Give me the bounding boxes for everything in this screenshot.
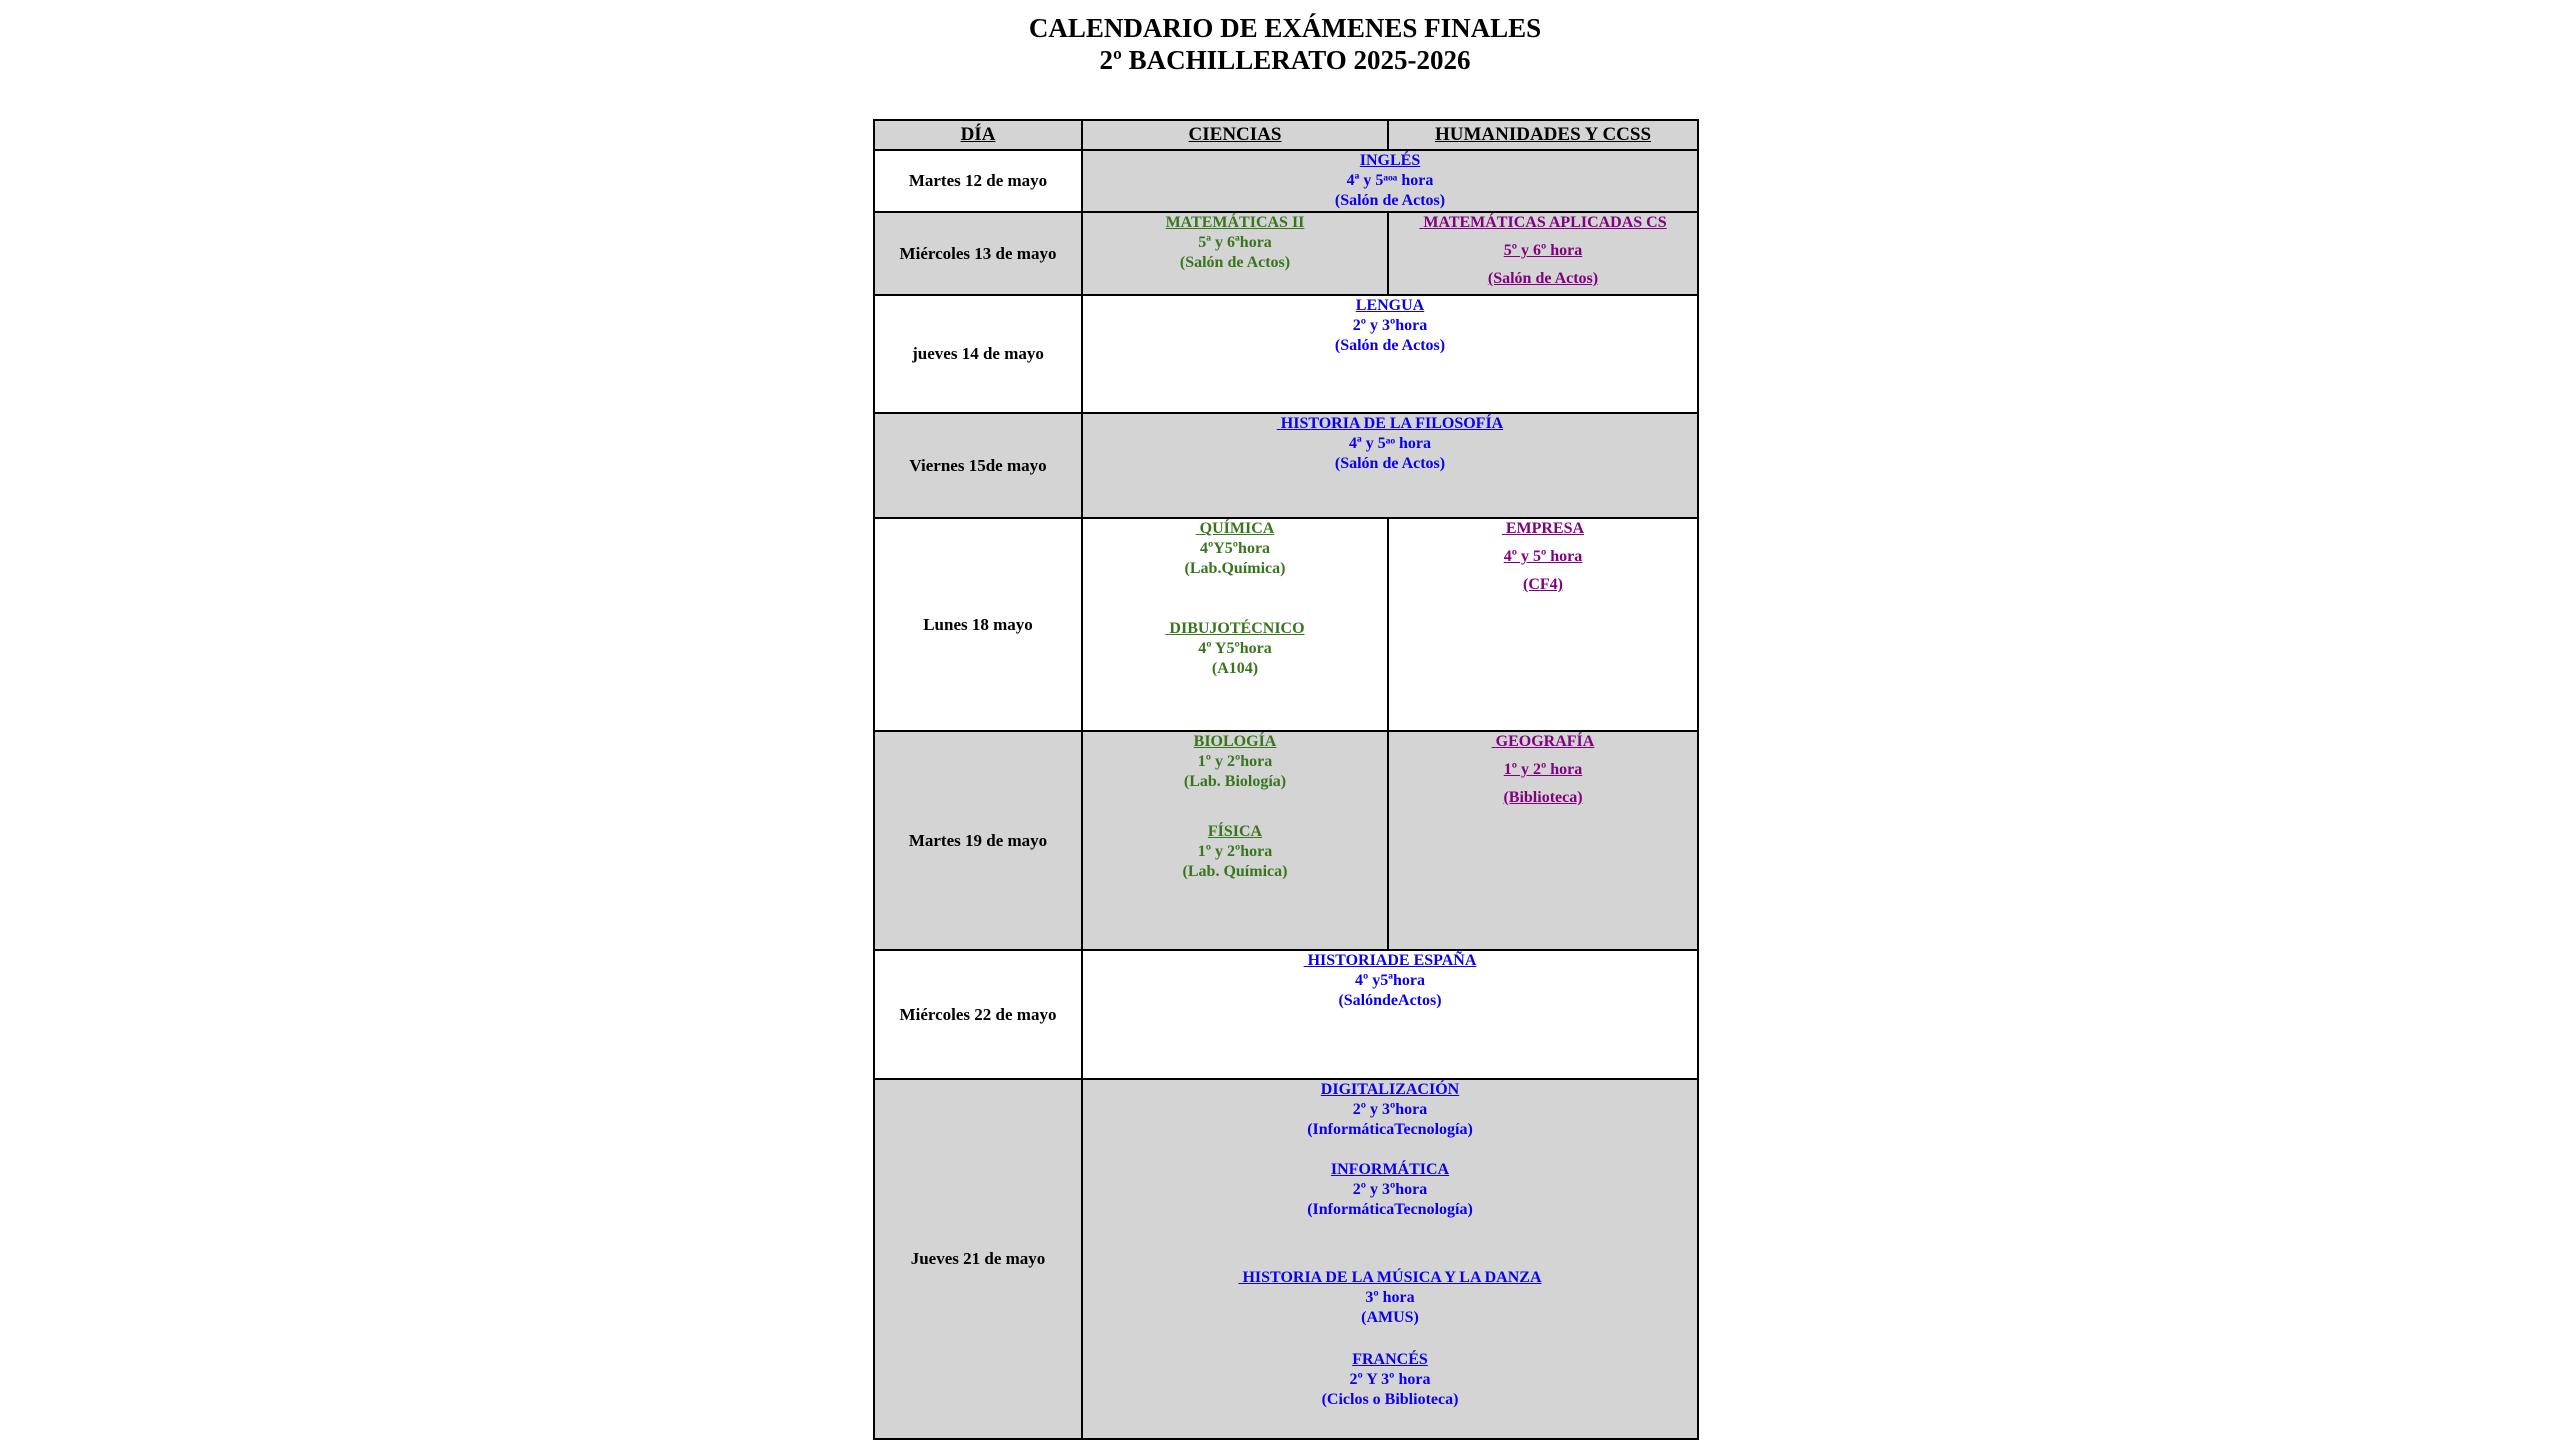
exam-cell-geografia: [1388, 731, 1698, 950]
exam-subject: HISTORIA DE LA MÚSICA Y LA DANZA: [1238, 1269, 1542, 1286]
exam-block: [1083, 1350, 1697, 1410]
day-cell: Jueves 21 de mayo: [874, 1079, 1082, 1439]
day-cell: Viernes 15de mayo: [874, 413, 1082, 518]
exam-hours: 4ºY5ºhora: [1199, 540, 1271, 557]
exam-subject: HISTORIADE ESPAÑA: [1303, 952, 1477, 969]
row-viernes-15: [874, 413, 1698, 518]
exam-subject: LENGUA: [1355, 297, 1425, 314]
header-dia: DÍA: [874, 120, 1082, 150]
exam-hours: 4ª y 5ᵃᵒᵃ hora: [1346, 172, 1434, 189]
exam-subject: INGLÉS: [1359, 152, 1421, 169]
exam-subject: DIGITALIZACIÓN: [1320, 1081, 1460, 1098]
exam-location: (CF4): [1523, 576, 1563, 593]
exam-location: (SalóndeActos): [1338, 992, 1442, 1009]
exam-location: (Salón de Actos): [1334, 337, 1446, 354]
day-cell: Miércoles 13 de mayo: [874, 212, 1082, 295]
exam-block: [1083, 296, 1697, 356]
day-cell: Martes 19 de mayo: [874, 731, 1082, 950]
exam-hours: 1º y 2ºhora: [1197, 843, 1273, 860]
exam-block: [1083, 414, 1697, 474]
exam-cell-historia-espana: [1082, 950, 1698, 1079]
exam-block: [1083, 951, 1697, 1011]
exam-hours: 4º Y5ºhora: [1198, 640, 1272, 657]
exam-location: (AMUS): [1361, 1309, 1419, 1326]
exam-block: [1083, 213, 1387, 273]
exam-subject: INFORMÁTICA: [1330, 1161, 1450, 1178]
exam-hours: 2º y 3ºhora: [1352, 1101, 1428, 1118]
exam-block: [1083, 732, 1387, 792]
exam-cell-matematicas-ii: [1082, 212, 1388, 295]
exam-subject: FÍSICA: [1207, 823, 1263, 840]
exam-subject: EMPRESA: [1501, 520, 1585, 537]
exam-calendar-table: [873, 119, 1699, 1440]
title-line-2: 2º BACHILLERATO 2025-2026: [1099, 45, 1471, 76]
exam-hours: 2º Y 3º hora: [1349, 1371, 1431, 1388]
exam-cell-empresa: [1388, 518, 1698, 731]
row-miercoles-13: [874, 212, 1698, 295]
exam-cell-filosofia: [1082, 413, 1698, 518]
exam-cell-jueves-21: [1082, 1079, 1698, 1439]
exam-block: [1389, 519, 1697, 595]
exam-cell-biologia-fisica: [1082, 731, 1388, 950]
exam-hours: 5ª y 6ªhora: [1198, 234, 1272, 251]
exam-block: [1389, 732, 1697, 808]
row-jueves-21: [874, 1079, 1698, 1439]
exam-location: (Ciclos o Biblioteca): [1321, 1391, 1459, 1408]
exam-block: [1083, 1080, 1697, 1140]
exam-location: (Salón de Actos): [1334, 192, 1446, 209]
exam-hours: 3º hora: [1365, 1289, 1415, 1306]
exam-location: (Salón de Actos): [1487, 270, 1599, 287]
title-line-1: CALENDARIO DE EXÁMENES FINALES: [1028, 13, 1542, 43]
exam-hours: 2º y 3ºhora: [1352, 317, 1428, 334]
exam-cell-matematicas-aplicadas: [1388, 212, 1698, 295]
document-title: [803, 12, 1767, 77]
header-row: [874, 120, 1698, 150]
exam-subject: GEOGRAFÍA: [1491, 733, 1595, 750]
exam-location: (InformáticaTecnología): [1307, 1201, 1473, 1218]
exam-hours: 2º y 3ºhora: [1352, 1181, 1428, 1198]
exam-location: (InformáticaTecnología): [1307, 1121, 1473, 1138]
exam-cell-quimica-dibujo: [1082, 518, 1388, 731]
exam-block: [1083, 151, 1697, 211]
row-martes-19: [874, 731, 1698, 950]
day-cell: Lunes 18 mayo: [874, 518, 1082, 731]
row-lunes-18: [874, 518, 1698, 731]
exam-block: [1083, 1160, 1697, 1220]
exam-hours: 1º y 2ºhora: [1197, 753, 1273, 770]
row-miercoles-22: [874, 950, 1698, 1079]
exam-subject: HISTORIA DE LA FILOSOFÍA: [1276, 415, 1504, 432]
exam-location: (Salón de Actos): [1334, 455, 1446, 472]
exam-block: [1389, 213, 1697, 289]
exam-subject: BIOLOGÍA: [1193, 733, 1277, 750]
exam-subject: FRANCÉS: [1352, 1351, 1428, 1368]
day-cell: Miércoles 22 de mayo: [874, 950, 1082, 1079]
row-martes-12: [874, 150, 1698, 212]
exam-block: [1083, 519, 1387, 579]
exam-location: (Lab.Química): [1184, 560, 1286, 577]
exam-hours: 4º y 5º hora: [1503, 548, 1583, 565]
exam-block: [1083, 619, 1387, 679]
exam-hours: 4ª y 5ᵃᵒ hora: [1348, 435, 1432, 452]
exam-location: (Lab. Química): [1182, 863, 1288, 880]
day-cell: jueves 14 de mayo: [874, 295, 1082, 413]
exam-subject: MATEMÁTICAS APLICADAS CS: [1419, 214, 1667, 231]
exam-hours: 1º y 2º hora: [1503, 761, 1583, 778]
exam-hours: 4º y5ªhora: [1354, 972, 1426, 989]
exam-location: (A104): [1211, 660, 1259, 677]
exam-cell-ingles: [1082, 150, 1698, 212]
header-ciencias: CIENCIAS: [1082, 120, 1388, 150]
exam-cell-lengua: [1082, 295, 1698, 413]
exam-block: [1083, 822, 1387, 882]
exam-subject: QUÍMICA: [1195, 520, 1275, 537]
header-humanidades-ccss: HUMANIDADES Y CCSS: [1388, 120, 1698, 150]
exam-subject: MATEMÁTICAS II: [1165, 214, 1305, 231]
day-cell: Martes 12 de mayo: [874, 150, 1082, 212]
exam-location: (Biblioteca): [1503, 789, 1583, 806]
exam-location: (Salón de Actos): [1179, 254, 1291, 271]
exam-location: (Lab. Biología): [1183, 773, 1287, 790]
exam-hours: 5º y 6º hora: [1503, 242, 1583, 259]
exam-block: [1083, 1268, 1697, 1328]
row-jueves-14: [874, 295, 1698, 413]
exam-subject: DIBUJOTÉCNICO: [1165, 620, 1305, 637]
